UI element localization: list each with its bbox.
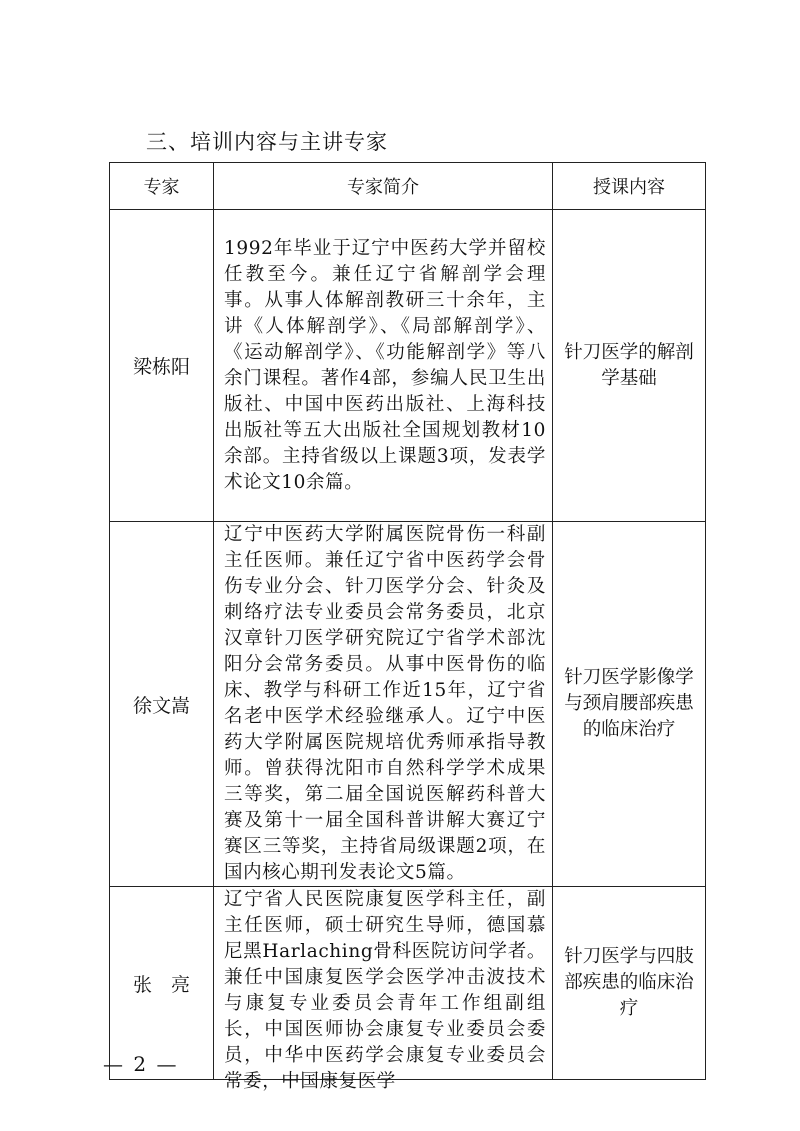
expert-name: 徐文嵩 [110,522,214,887]
course-content: 针刀医学影像学与颈肩腰部疾患的临床治疗 [553,522,706,887]
header-bio: 专家简介 [214,163,553,210]
table-row [110,522,706,887]
table-header-row [110,163,706,210]
table-row [110,210,706,522]
course-content: 针刀医学的解剖学基础 [553,210,706,522]
header-expert: 专家 [110,163,214,210]
expert-bio: 辽宁省人民医院康复医学科主任，副主任医师，硕士研究生导师，德国慕尼黑Harlaching骨科医院访问学者。兼任中国康复医学会医学冲击波技术与康复专业委员会青年工作组副组长，中国医师协会康复专业委员会委员，中华中医药学会康复专业委员会常委，中国康复医学 [224,889,546,1092]
page-number: — 2 — [103,1052,179,1076]
course-content: 针刀医学与四肢部疾患的临床治疗 [553,887,706,1080]
expert-table [109,162,706,1092]
expert-bio-cell [214,887,553,1092]
header-course: 授课内容 [553,163,706,210]
expert-bio: 1992年毕业于辽宁中医药大学并留校任教至今。兼任辽宁省解剖学会理事。从事人体解剖教研三十余年，主讲《人体解剖学》、《局部解剖学》、《运动解剖学》、《功能解剖学》等八余门课程。著作4部，参编人民卫生出版社、中国中医药出版社、上海科技出版社等五大出版社全国规划教材10余部。主持省级以上课题3项，发表学术论文10余篇。 [214,210,553,522]
section-title: 三、培训内容与主讲专家 [146,130,388,154]
expert-bio: 辽宁中医药大学附属医院骨伤一科副主任医师。兼任辽宁省中医药学会骨伤专业分会、针刀医学分会、针灸及刺络疗法专业委员会常务委员，北京汉章针刀医学研究院辽宁省学术部沈阳分会常务委员。从事中医骨伤的临床、教学与科研工作近15年，辽宁省名老中医学术经验继承人。辽宁中医药大学附属医院规培优秀师承指导教师。曾获得沈阳市自然科学学术成果三等奖，第二届全国说医解药科普大赛及第十一届全国科普讲解大赛辽宁赛区三等奖，主持省局级课题2项，在国内核心期刊发表论文5篇。 [214,522,553,887]
table-row [110,887,706,1080]
expert-name: 梁栋阳 [110,210,214,522]
expert-name: 张 亮 [110,887,214,1080]
